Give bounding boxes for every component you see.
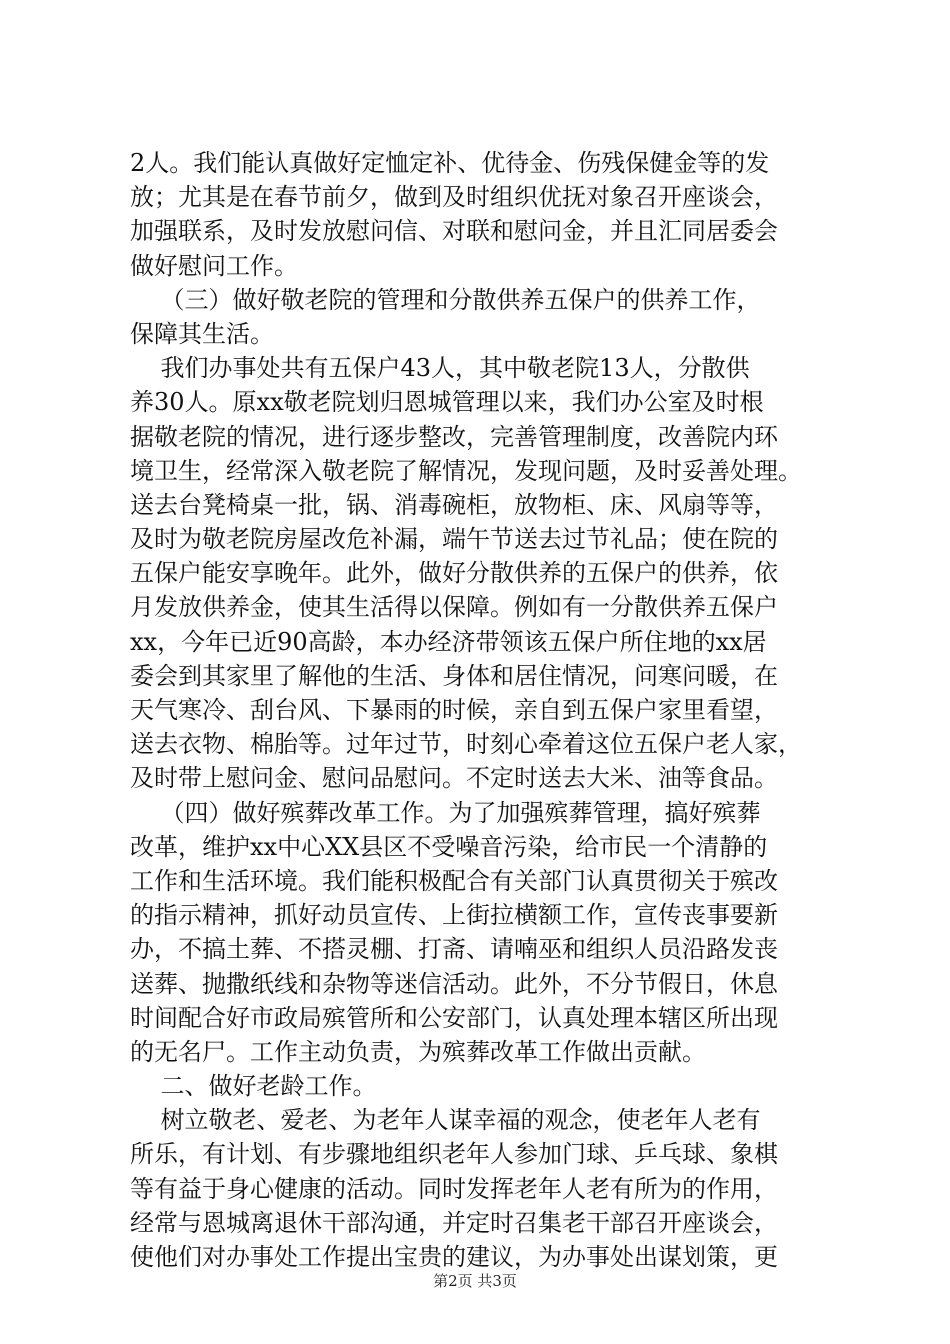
text-line: （四）做好殡葬改革工作。为了加强殡葬管理，搞好殡葬 bbox=[130, 798, 761, 827]
text-line: xx，今年已近90高龄，本办经济带领该五保户所住地的xx居 bbox=[130, 627, 767, 656]
text-line: 改革，维护xx中心XX县区不受噪音污染，给市民一个清静的 bbox=[130, 832, 768, 861]
text-line: 时间配合好市政局殡管所和公安部门，认真处理本辖区所出现 bbox=[130, 1003, 778, 1032]
text-line: （三）做好敬老院的管理和分散供养五保户的供养工作， bbox=[130, 285, 761, 314]
text-line: 保障其生活。 bbox=[130, 319, 274, 348]
text-line: 2人。我们能认真做好定恤定补、优待金、伤残保健金等的发 bbox=[130, 149, 770, 177]
text-line: 经常与恩城离退休干部沟通，并定时召集老干部召开座谈会， bbox=[130, 1208, 778, 1237]
text-line: 五保户能安享晚年。此外，做好分散供养的五保户的供养，依 bbox=[130, 559, 778, 588]
text-line: 放；尤其是在春节前夕，做到及时组织优抚对象召开座谈会， bbox=[130, 183, 778, 212]
text-line: 使他们对办事处工作提出宝贵的建议，为办事处出谋划策，更 bbox=[130, 1243, 778, 1271]
text-line: 等有益于身心健康的活动。同时发挥老年人老有所为的作用， bbox=[130, 1174, 778, 1203]
text-line: 加强联系，及时发放慰问信、对联和慰问金，并且汇同居委会 bbox=[130, 217, 778, 246]
text-line: 工作和生活环境。我们能积极配合有关部门认真贯彻关于殡改 bbox=[130, 866, 778, 895]
text-line: 做好慰问工作。 bbox=[130, 251, 298, 280]
text-line: 及时带上慰问金、慰问品慰问。不定时送去大米、油等食品。 bbox=[130, 764, 778, 793]
document-body bbox=[130, 146, 830, 1274]
text-line: 据敬老院的情况，进行逐步整改，完善管理制度，改善院内环 bbox=[130, 422, 778, 451]
text-line: 树立敬老、爱老、为老年人谋幸福的观念，使老年人老有 bbox=[130, 1106, 761, 1135]
text-line: 的无名尸。工作主动负责，为殡葬改革工作做出贡献。 bbox=[130, 1037, 706, 1066]
text-line: 及时为敬老院房屋改危补漏，端午节送去过节礼品；使在院的 bbox=[130, 525, 778, 554]
text-line: 所乐，有计划、有步骤地组织老年人参加门球、乒乓球、象棋 bbox=[130, 1140, 778, 1169]
text-line: 的指示精神，抓好动员宣传、上街拉横额工作，宣传丧事要新 bbox=[130, 901, 778, 930]
text-line: 我们办事处共有五保户43人，其中敬老院13人，分散供 bbox=[130, 354, 750, 383]
text-line: 委会到其家里了解他的生活、身体和居住情况，问寒问暖，在 bbox=[130, 661, 778, 690]
text-line: 二、做好老龄工作。 bbox=[130, 1072, 377, 1101]
text-line: 养30人。原xx敬老院划归恩城管理以来，我们办公室及时根 bbox=[130, 388, 764, 417]
page-footer: 第2页 共3页 bbox=[433, 1272, 517, 1290]
text-line: 天气寒冷、刮台风、下暴雨的时候，亲自到五保户家里看望， bbox=[130, 696, 778, 724]
text-line: 送去衣物、棉胎等。过年过节，时刻心牵着这位五保户老人家， bbox=[130, 730, 802, 759]
text-line: 月发放供养金，使其生活得以保障。例如有一分散供养五保户 bbox=[130, 593, 778, 622]
text-line: 境卫生，经常深入敬老院了解情况，发现问题，及时妥善处理。 bbox=[130, 456, 802, 485]
text-line: 送去台凳椅桌一批，锅、消毒碗柜，放物柜、床、风扇等等， bbox=[130, 490, 778, 519]
text-line: 送葬、抛撒纸线和杂物等迷信活动。此外，不分节假日，休息 bbox=[130, 969, 778, 998]
text-line: 办，不搞土葬、不搭灵棚、打斋、请喃巫和组织人员沿路发丧 bbox=[130, 935, 778, 964]
